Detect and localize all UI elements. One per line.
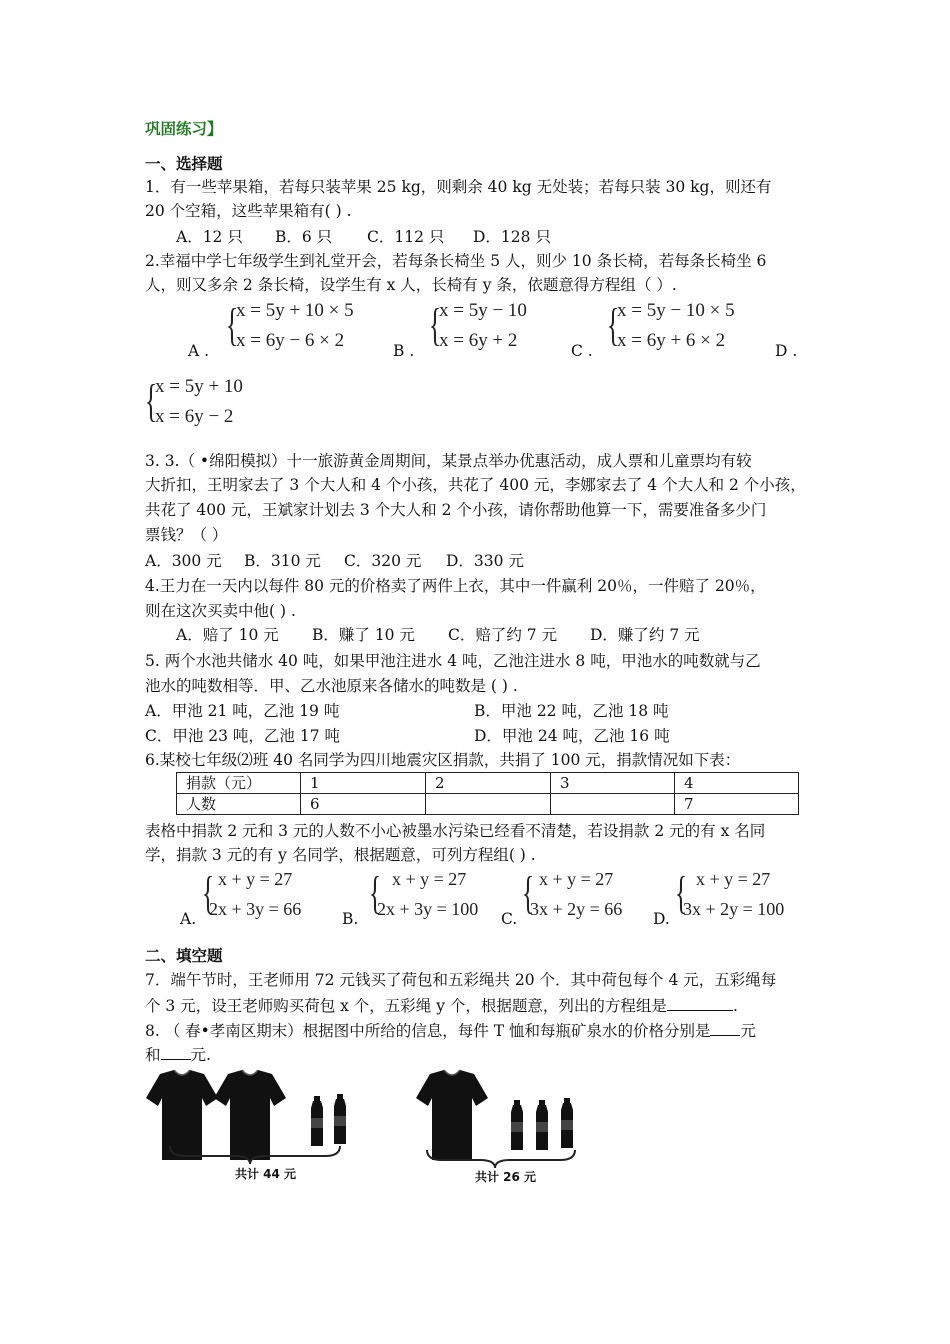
tshirt-icon — [146, 1070, 218, 1160]
q6-d-eq2: 3x + 2y = 100 — [683, 899, 785, 919]
q7-line2 — [145, 994, 738, 1017]
q3-line2: 大折扣，王明家去了 3 个大人和 4 个小孩，共花了 400 元，李娜家去了 4 个大人和 2 个小孩， — [145, 476, 806, 494]
q2-a-brace: { — [225, 299, 239, 350]
q2-line2: 人，则又多余 2 条长椅，设学生有 x 人，长椅有 y 条，依题意得方程组（ ）. — [145, 276, 677, 294]
q6-b-brace: { — [368, 867, 382, 918]
q6-label-d: D. — [653, 910, 670, 928]
table-cell — [551, 794, 675, 815]
bottle-icon — [311, 1096, 323, 1146]
q7-line1: 7．端午节时，王老师用 72 元钱买了荷包和五彩绳共 20 个．其中荷包每个 4 元，五彩绳每 — [145, 971, 777, 989]
q8-line1-end: 元 — [740, 1022, 756, 1040]
q6-label-b: B. — [342, 910, 359, 928]
table-cell: 1 — [301, 773, 426, 794]
q6-c-eq1: x + y = 27 — [539, 869, 614, 889]
table-cell: 2 — [426, 773, 551, 794]
q4-line1: 4.王力在一天内以每件 80 元的价格卖了两件上衣，其中一件赢利 20％，一件赔了 20％， — [145, 577, 766, 595]
section-title-fill-in: 二、填空题 — [145, 947, 223, 965]
q2-label-a: A . — [188, 342, 210, 360]
q3-option-b: B．310 元 — [244, 552, 321, 570]
section-header: 巩固练习】 — [145, 120, 223, 138]
q6-label-c: C. — [501, 910, 518, 928]
q2-a-eq2: x = 6y − 6 × 2 — [236, 330, 345, 351]
q8-answer-blank-1 — [710, 1019, 740, 1036]
tshirt-icon — [416, 1070, 488, 1160]
q5-line1: 5. 两个水池共储水 40 吨，如果甲池注进水 4 吨，乙池注进水 8 吨，甲池水的吨数就与乙 — [145, 652, 761, 670]
q5-option-c: C．甲池 23 吨，乙池 17 吨 — [145, 727, 341, 745]
q6-line3: 学，捐款 3 元的有 y 名同学，根据题意，可列方程组( ) . — [145, 846, 536, 864]
q1-option-a: A．12 只 — [176, 228, 243, 246]
tshirt-icon — [214, 1070, 286, 1160]
q6-a-brace: { — [201, 867, 215, 918]
q2-label-d: D . — [775, 342, 798, 360]
right-total-label: 共计 26 元 — [475, 1170, 537, 1184]
q1-line1: 1．有一些苹果箱，若每只装苹果 25 kg，则剩余 40 kg 无处装；若每只装 30 kg，则还有 — [145, 178, 772, 196]
q5-option-b: B．甲池 22 吨，乙池 18 吨 — [474, 702, 669, 720]
bottle-icon — [334, 1094, 346, 1144]
table-row — [177, 794, 799, 815]
q4-option-d: D．赚了约 7 元 — [590, 626, 700, 644]
q8-line2 — [145, 1043, 211, 1066]
q3-line1: 3. 3.（ •绵阳模拟）十一旅游黄金周期间，某景点举办优惠活动，成人票和儿童票均有较 — [145, 452, 752, 470]
q3-option-d: D．330 元 — [446, 552, 524, 570]
q6-a-eq1: x + y = 27 — [218, 869, 293, 889]
section-title-multiple-choice: 一、选择题 — [145, 155, 223, 173]
q4-option-a: A．赔了 10 元 — [176, 626, 279, 644]
q2-b-eq1: x = 5y − 10 — [439, 300, 527, 321]
q2-c-eq2: x = 6y + 6 × 2 — [617, 330, 726, 351]
bottle-icon — [561, 1098, 573, 1148]
q4-option-c: C．赔了约 7 元 — [448, 626, 558, 644]
bottle-icon — [536, 1100, 548, 1150]
q4-line2: 则在这次买卖中他( ) . — [145, 602, 296, 620]
q6-a-eq2: 2x + 3y = 66 — [209, 899, 302, 919]
q6-d-brace: { — [674, 867, 688, 918]
q6-label-a: A. — [180, 910, 197, 928]
q3-line4: 票钱？（ ） — [145, 526, 228, 544]
q3-option-c: C．320 元 — [344, 552, 422, 570]
q2-c-brace: { — [606, 299, 620, 350]
q2-b-brace: { — [428, 299, 442, 350]
donation-table — [176, 772, 799, 815]
q5-option-a: A．甲池 21 吨，乙池 19 吨 — [145, 702, 340, 720]
q3-line3: 共花了 400 元，王斌家计划去 3 个大人和 2 个小孩，请你帮助他算一下，需要准备多少门 — [145, 501, 767, 519]
q1-option-d: D．128 只 — [473, 228, 551, 246]
q8-line1-text: 8. （ 春•孝南区期末）根据图中所给的信息，每件 T 恤和每瓶矿泉水的价格分别是 — [145, 1022, 711, 1040]
q2-line1: 2.幸福中学七年级学生到礼堂开会，若每条长椅坐 5 人，则少 10 条长椅，若每条长椅坐 6 — [145, 252, 767, 270]
q7-answer-blank — [667, 994, 733, 1011]
q2-a-eq1: x = 5y + 10 × 5 — [236, 300, 354, 321]
table-cell: 捐款（元） — [177, 773, 301, 794]
q8-line1 — [145, 1019, 756, 1042]
table-cell: 4 — [675, 773, 799, 794]
q8-line2-text: 和 — [145, 1046, 161, 1064]
q4-option-b: B．赚了 10 元 — [312, 626, 415, 644]
table-cell: 人数 — [177, 794, 301, 815]
table-row — [177, 773, 799, 794]
q7-line2-text: 个 3 元，设王老师购买荷包 x 个，五彩绳 y 个，根据题意，列出的方程组是 — [145, 997, 667, 1015]
q1-line2: 20 个空箱，这些苹果箱有( ) . — [145, 202, 352, 220]
left-total-label: 共计 44 元 — [235, 1167, 297, 1181]
q2-b-eq2: x = 6y + 2 — [439, 330, 518, 351]
q2-label-b: B . — [393, 342, 415, 360]
q7-line2-end: . — [732, 997, 738, 1015]
table-cell — [426, 794, 551, 815]
q3-option-a: A．300 元 — [145, 552, 222, 570]
table-cell: 6 — [301, 794, 426, 815]
q5-option-d: D．甲池 24 吨，乙池 16 吨 — [474, 727, 670, 745]
q5-line2: 池水的吨数相等．甲、乙水池原来各储水的吨数是 ( ) . — [145, 677, 518, 695]
q6-d-eq1: x + y = 27 — [696, 869, 771, 889]
q1-option-c: C．112 只 — [367, 228, 445, 246]
q2-label-c: C . — [571, 342, 593, 360]
q6-c-eq2: 3x + 2y = 66 — [530, 899, 623, 919]
q2-d-eq2: x = 6y − 2 — [155, 406, 234, 427]
q6-c-brace: { — [521, 867, 535, 918]
q2-d-eq1: x = 5y + 10 — [155, 376, 243, 397]
q8-figure — [140, 1066, 590, 1190]
q2-d-brace: { — [144, 375, 158, 426]
q6-line1: 6.某校七年级⑵班 40 名同学为四川地震灾区捐款，共捐了 100 元，捐款情况如下表： — [145, 751, 741, 769]
q6-line2: 表格中捐款 2 元和 3 元的人数不小心被墨水污染已经看不清楚，若设捐款 2 元的有 x 名同 — [145, 822, 766, 840]
q8-line2-end: 元. — [190, 1046, 211, 1064]
q6-b-eq2: 2x + 3y = 100 — [377, 899, 479, 919]
table-cell: 7 — [675, 794, 799, 815]
table-cell: 3 — [551, 773, 675, 794]
q1-option-b: B．6 只 — [275, 228, 333, 246]
bottle-icon — [511, 1100, 523, 1150]
q6-b-eq1: x + y = 27 — [392, 869, 467, 889]
q8-answer-blank-2 — [161, 1043, 191, 1060]
q2-c-eq1: x = 5y − 10 × 5 — [617, 300, 735, 321]
